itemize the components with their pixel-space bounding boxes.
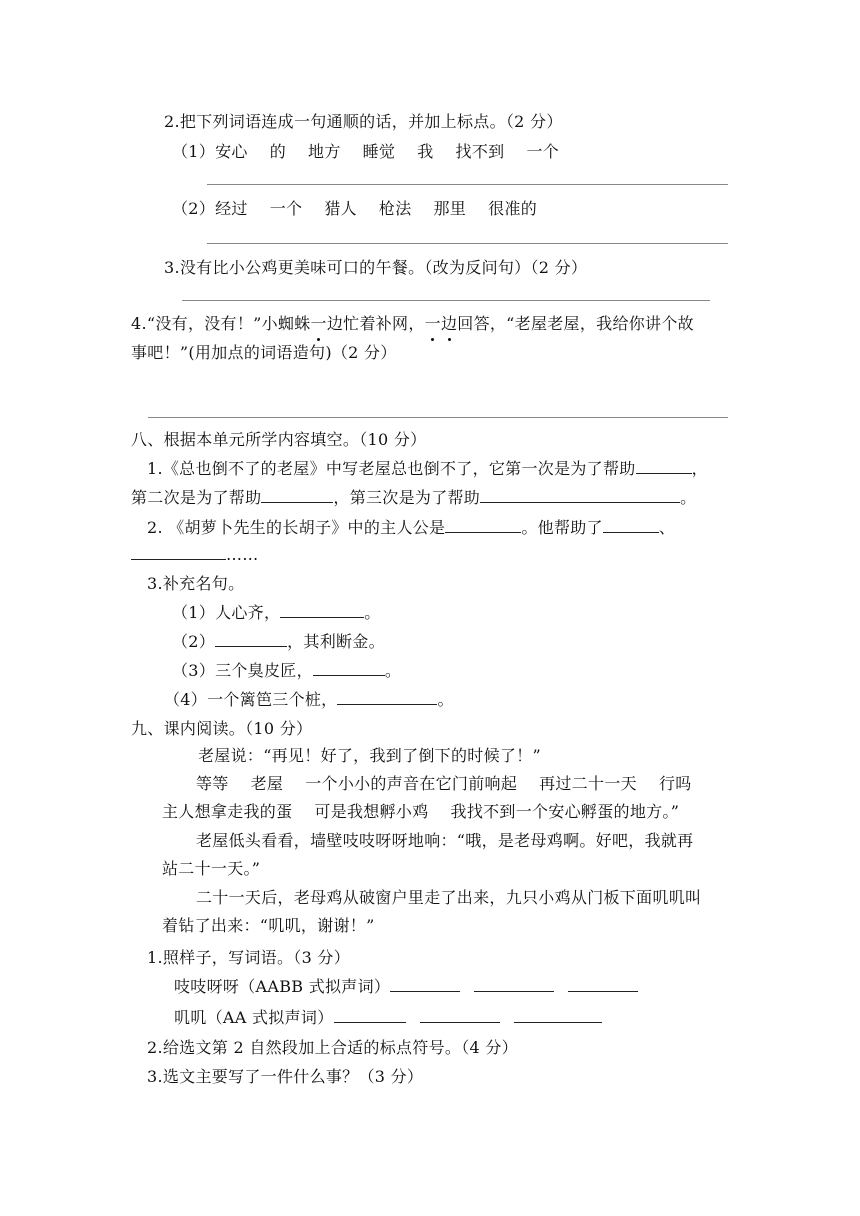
s8-q3-item3 <box>172 661 401 681</box>
s8-q1-text-c: ，第三次是为了帮助 <box>333 488 481 507</box>
word: 睡觉 <box>362 142 396 161</box>
reading-fragment: 我找不到一个安心孵蛋的地方。” <box>450 802 680 821</box>
s8-q3-item4 <box>164 690 454 710</box>
reading-para-1: 老屋说：“再见！好了，我到了倒下的时候了！” <box>198 746 541 765</box>
word: 猎人 <box>324 199 357 218</box>
fill-blank[interactable] <box>480 488 680 503</box>
example-word: 叽叽（AA 式拟声词） <box>174 1008 334 1027</box>
fill-blank[interactable] <box>337 690 437 705</box>
fill-blank[interactable] <box>514 1008 602 1023</box>
reading-para-3-line2: 站二十一天。” <box>162 859 261 878</box>
reading-fragment: 主人想拿走我的蛋 <box>162 802 293 821</box>
word: 那里 <box>433 199 467 218</box>
punct: 。 <box>364 603 381 622</box>
reading-fragment: 可是我想孵小鸡 <box>314 802 429 821</box>
punct: 。 <box>384 661 402 680</box>
proverb-text: （4）一个篱笆三个桩， <box>164 690 338 709</box>
q4-text-b: 边忙着补网， <box>326 314 425 333</box>
reading-fragment: 老屋 <box>250 774 284 793</box>
word: 一个 <box>269 199 303 218</box>
s8-q2-line1 <box>147 518 675 538</box>
word: 安心 <box>215 142 248 161</box>
section8-heading: 八、根据本单元所学内容填空。（10 分） <box>131 430 427 449</box>
s8-q1-line1 <box>147 459 708 479</box>
s9-q1-row2 <box>174 1008 602 1028</box>
fill-blank[interactable] <box>131 545 226 560</box>
q2-answer-line-2[interactable] <box>207 243 728 244</box>
section9-heading: 九、课内阅读。（10 分） <box>131 719 313 738</box>
punct: ， <box>691 459 708 478</box>
word: 很准的 <box>488 199 538 218</box>
word: 我 <box>417 142 434 161</box>
q4-text-c: 回答，“老屋老屋，我给你讲个故 <box>457 314 694 333</box>
q2-s1-number: （1） <box>172 142 216 161</box>
s8-q1-text: 1.《总也倒不了的老屋》中写老屋总也倒不了，它第一次是为了帮助 <box>147 459 636 478</box>
fill-blank[interactable] <box>313 661 385 676</box>
q2-sentence1-words <box>172 142 559 162</box>
reading-para-4-line1: 二十一天后，老母鸡从破窗户里走了出来，九只小鸡从门板下面叽叽叫 <box>196 888 702 907</box>
proverb-text: ，其利断金。 <box>287 632 385 651</box>
word: 的 <box>269 142 287 161</box>
emphasis-dot-char: 一 <box>310 314 327 333</box>
q4-line-1 <box>131 314 694 334</box>
q4-text-a: 4.“没有，没有！”小蜘蛛 <box>131 314 311 333</box>
proverb-number: （2） <box>172 632 216 651</box>
s9-q2: 2.给选文第 2 自然段加上合适的标点符号。（4 分） <box>147 1038 518 1057</box>
fill-blank[interactable] <box>334 1008 406 1023</box>
s8-q2-text: 2. 《胡萝卜先生的长胡子》中的主人公是 <box>147 518 446 537</box>
fill-blank[interactable] <box>280 603 364 618</box>
reading-para-4-line2: 着钻了出来：“叽叽，谢谢！” <box>162 916 375 935</box>
emphasis-dot-char: 边 <box>440 314 458 333</box>
punct: 。 <box>437 690 454 709</box>
s8-q1-line2 <box>131 488 696 508</box>
s8-q2-text-b: 。他帮助了 <box>521 518 603 537</box>
s9-q1: 1.照样子，写词语。（3 分） <box>147 948 351 967</box>
q2-answer-line-1[interactable] <box>207 184 728 185</box>
reading-fragment: 一个小小的声音在它门前响起 <box>305 774 518 793</box>
s8-q3: 3.补充名句。 <box>147 574 245 593</box>
fill-blank[interactable] <box>420 1008 500 1023</box>
reading-fragment: 行吗 <box>658 774 692 793</box>
proverb-text: （1）人心齐， <box>172 603 281 622</box>
punct: 、 <box>658 518 676 537</box>
ellipsis: …… <box>226 545 259 564</box>
fill-blank[interactable] <box>390 977 460 992</box>
q2-stem: 2.把下列词语连成一句通顺的话，并加上标点。（2 分） <box>164 112 563 131</box>
punct: 。 <box>680 488 697 507</box>
fill-blank[interactable] <box>636 459 692 474</box>
reading-para-3-line1: 老屋低头看看，墙壁吱吱呀呀地响：“哦，是老母鸡啊。好吧，我就再 <box>196 831 694 850</box>
example-word: 吱吱呀呀（AABB 式拟声词） <box>174 977 391 996</box>
q4-line-2: 事吧！”(用加点的词语造句)（2 分） <box>131 343 397 362</box>
s9-q3: 3.选文主要写了一件什么事？（3 分） <box>147 1067 424 1086</box>
q3-stem: 3.没有比小公鸡更美味可口的午餐。（改为反问句）（2 分） <box>164 258 588 277</box>
fill-blank[interactable] <box>474 977 554 992</box>
reading-fragment: 再过二十一天 <box>539 774 637 793</box>
s8-q3-item2 <box>172 632 385 652</box>
word: 枪法 <box>378 199 412 218</box>
s8-q3-item1 <box>172 603 381 623</box>
fill-blank[interactable] <box>445 518 521 533</box>
fill-blank[interactable] <box>215 632 287 647</box>
fill-blank[interactable] <box>261 488 333 503</box>
emphasis-dot-char: 一 <box>424 314 441 333</box>
q2-s2-number: （2） <box>172 199 216 218</box>
s9-q1-row1 <box>174 977 638 997</box>
word: 经过 <box>215 199 248 218</box>
word: 一个 <box>526 142 560 161</box>
reading-para-2-line1 <box>196 774 692 794</box>
s8-q2-line2 <box>131 545 259 565</box>
s8-q1-text-b: 第二次是为了帮助 <box>131 488 262 507</box>
reading-para-2-line2 <box>162 802 679 822</box>
fill-blank[interactable] <box>603 518 659 533</box>
reading-fragment: 等等 <box>196 774 229 793</box>
q4-answer-line[interactable] <box>148 417 728 418</box>
word: 地方 <box>308 142 341 161</box>
q2-sentence2-words <box>172 199 537 219</box>
word: 找不到 <box>455 142 505 161</box>
proverb-text: （3）三个臭皮匠， <box>172 661 313 680</box>
q3-answer-line[interactable] <box>182 300 710 301</box>
fill-blank[interactable] <box>568 977 638 992</box>
